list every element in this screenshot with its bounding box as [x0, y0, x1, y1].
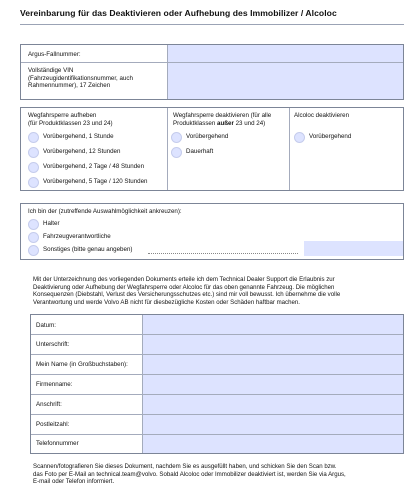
role-responsible-label: Fahrzeugverantwortliche — [43, 233, 111, 240]
radio-lift-48h[interactable] — [28, 162, 39, 173]
option-lift-1h-label: Vorübergehend, 1 Stunde — [43, 133, 114, 140]
company-label: Firmenname: — [36, 381, 73, 388]
role-table — [20, 203, 404, 260]
company-field[interactable] — [143, 375, 403, 394]
radio-role-responsible[interactable] — [28, 232, 39, 243]
vin-label: Vollständige VIN (Fahrzeugidentifikationsnummer, auch Rahmennummer), 17 Zeichen — [28, 67, 133, 90]
other-specify-field[interactable] — [304, 241, 403, 256]
role-header: Ich bin der (zutreffende Auswahlmöglichkeit ankreuzen): — [28, 208, 182, 215]
option-lift-120h-label: Vorübergehend, 5 Tage / 120 Stunden — [43, 178, 148, 185]
footer-instructions: Scannen/fotografieren Sie dieses Dokument, nachdem Sie es ausgefüllt haben, und schicken Sie den Scan bzw. das Foto per E-Mail an technical.team@volvo. Sobald Alcoloc oder Immobilizer deaktiviert ist, werden Sie via Argus, E-mail oder Telefon informiert. — [33, 463, 346, 486]
consent-text: Mit der Unterzeichnung des vorliegenden Dokuments erteile ich dem Technical Dealer Support die Erlaubnis zur Deaktivierung oder Aufhebung der Wegfahrsperre oder Alcoloc für das oben genannte Fahrzeug. Die möglichen Konsequenzen (Diebstahl, Verlust des Versicherungsschutzes etc.) sind mir voll bewusst. Ich übernehme die volle Verantwortung und werde Volvo AB nicht für diesbezügliche Kosten oder Schäden haftbar machen. — [33, 276, 341, 306]
phone-label: Telefonnummer — [36, 440, 79, 447]
address-label: Anschrift: — [36, 401, 62, 408]
name-field[interactable] — [143, 355, 403, 374]
signature-label: Unterschrift: — [36, 341, 70, 348]
form-title: Vereinbarung für das Deaktivieren oder Aufhebung des Immobilizer / Alcoloc — [20, 8, 337, 18]
role-owner-label: Halter — [43, 220, 60, 227]
option-deactivate-temporary-label: Vorübergehend — [186, 133, 229, 140]
vin-field[interactable] — [168, 63, 403, 99]
alcoloc-header: Alcoloc deaktivieren — [294, 112, 350, 119]
option-lift-48h-label: Vorübergehend, 2 Tage / 48 Stunden — [43, 163, 145, 170]
option-alcoloc-temporary-label: Vorübergehend — [309, 133, 352, 140]
title-rule — [20, 24, 404, 25]
signature-field[interactable] — [143, 335, 403, 354]
radio-role-other[interactable] — [28, 245, 39, 256]
option-lift-12h-label: Vorübergehend, 12 Stunden — [43, 148, 121, 155]
radio-lift-1h[interactable] — [28, 132, 39, 143]
radio-deactivate-permanent[interactable] — [171, 147, 182, 158]
postcode-label: Postleitzahl: — [36, 421, 70, 428]
option-deactivate-permanent-label: Dauerhaft — [186, 148, 214, 155]
postcode-field[interactable] — [143, 415, 403, 434]
signature-table — [30, 314, 404, 454]
radio-alcoloc-temporary[interactable] — [294, 132, 305, 143]
radio-lift-12h[interactable] — [28, 147, 39, 158]
name-label: Mein Name (in Großbuchstaben): — [36, 361, 128, 368]
case-number-field[interactable] — [168, 45, 403, 62]
address-field[interactable] — [143, 395, 403, 414]
immobilizer-deactivate-header: Wegfahrsperre deaktivieren (für alle Produktklassen außer 23 und 24) — [173, 112, 272, 127]
other-specify-line — [148, 252, 298, 254]
case-number-label: Argus-Fallnummer: — [28, 51, 81, 58]
options-table — [20, 107, 404, 191]
radio-deactivate-temporary[interactable] — [171, 132, 182, 143]
radio-lift-120h[interactable] — [28, 177, 39, 188]
phone-field[interactable] — [143, 435, 403, 453]
date-label: Datum: — [36, 322, 56, 329]
role-other-label: Sonstiges (bitte genau angeben) — [43, 246, 133, 253]
date-field[interactable] — [143, 315, 403, 334]
immobilizer-lift-header: Wegfahrsperre aufheben (für Produktklassen 23 und 24) — [28, 112, 113, 127]
radio-role-owner[interactable] — [28, 219, 39, 230]
case-vin-table — [20, 44, 404, 100]
